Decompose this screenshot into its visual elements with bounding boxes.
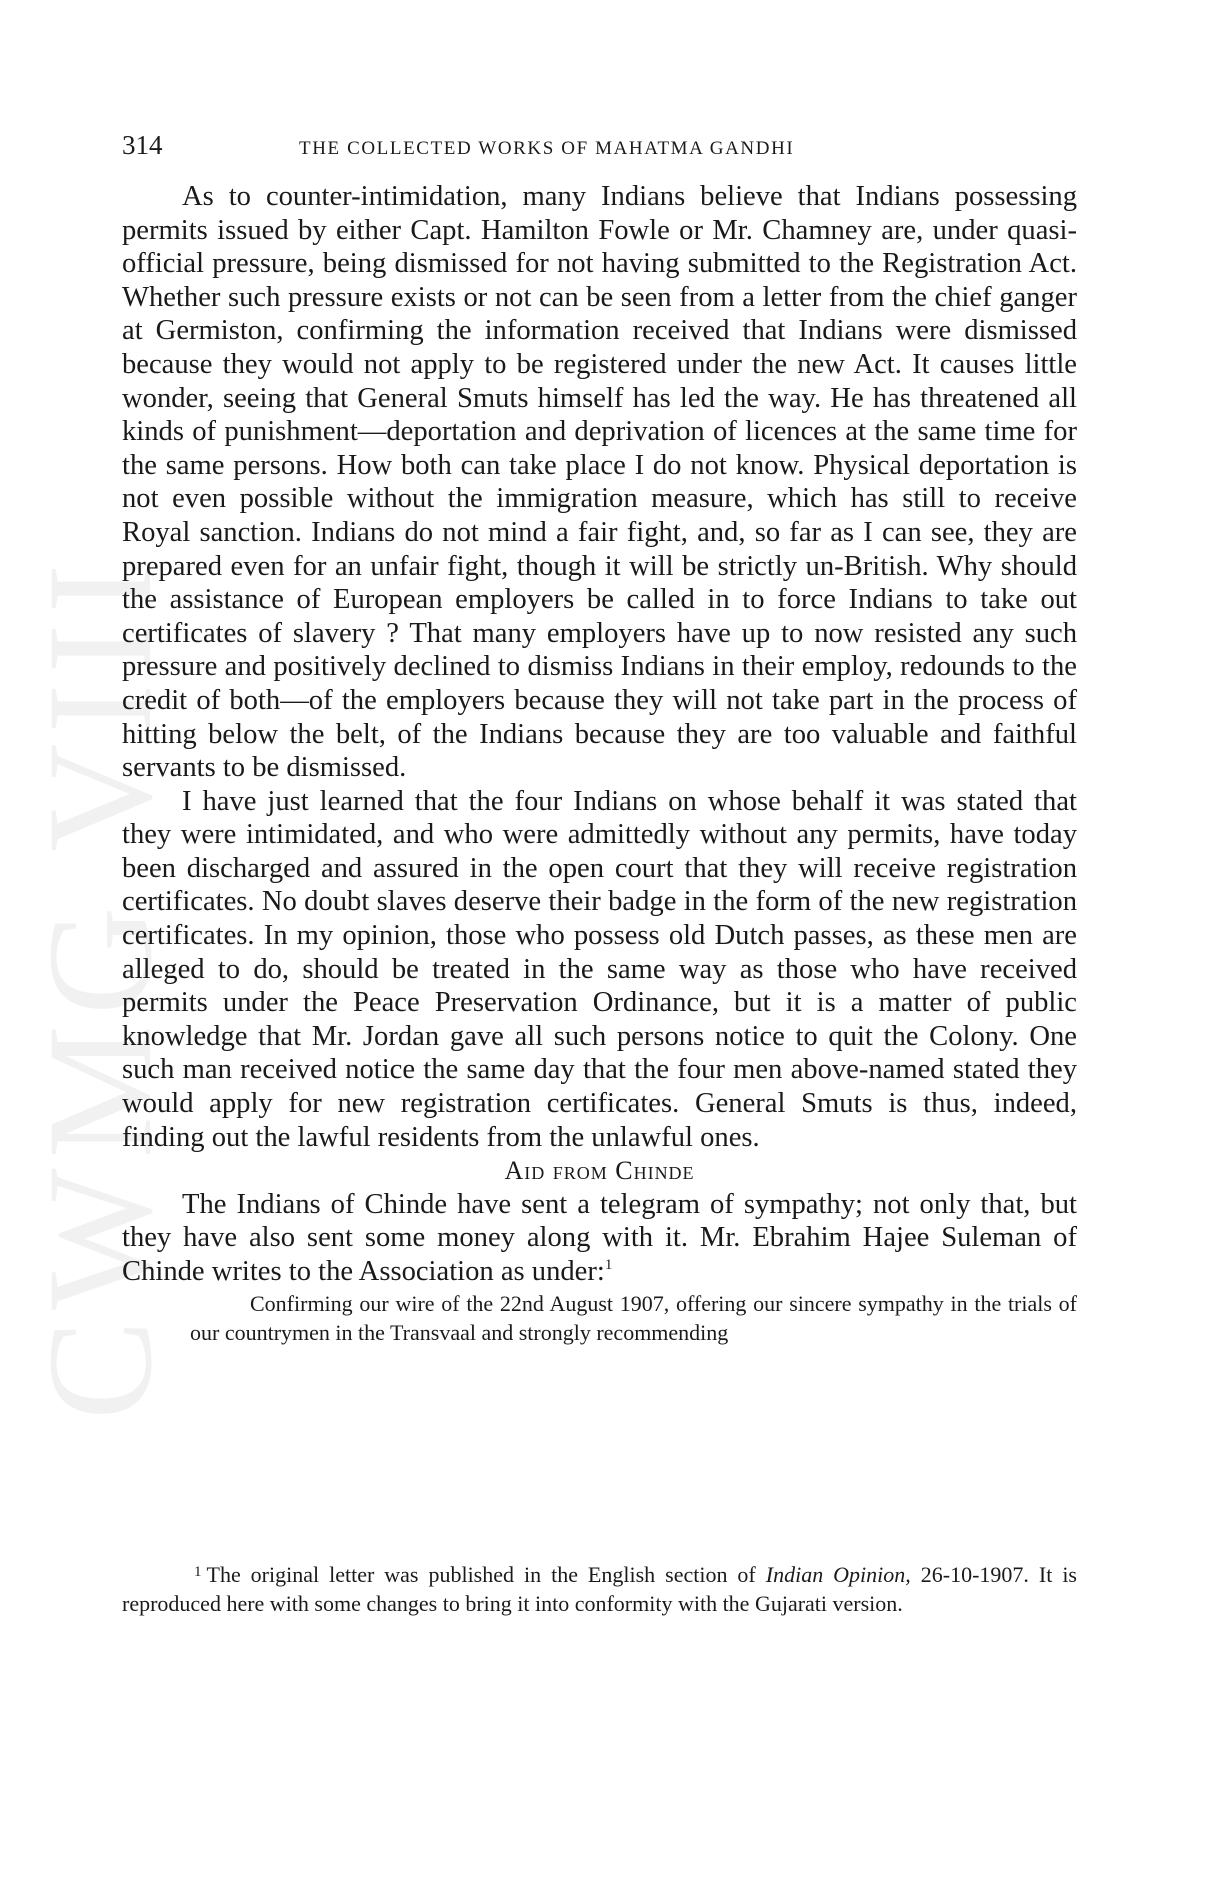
paragraph-chinde-text: The Indians of Chinde have sent a telegram of sympathy; not only that, but they have also sent some money along with it. Mr. Ebrahim Hajee Suleman of Chinde writes to the Association as under: <box>122 1188 1077 1287</box>
paragraph-chinde <box>122 1188 1077 1289</box>
block-quote: Confirming our wire of the 22nd August 1907, offering our sincere sympathy in the trials of our countrymen in the Transvaal and strongly recommending <box>190 1290 1077 1345</box>
running-head: THE COLLECTED WORKS OF MAHATMA GANDHI <box>299 138 795 159</box>
paragraph-four-indians: I have just learned that the four Indians on whose behalf it was stated that they were intimidated, and who were admittedly without any permits, have today been discharged and assured in the open court that they will receive registration certificates. No doubt slaves deserve their badge in the form of the new registration certificates. In my opinion, those who possess old Dutch passes, as these men are alleged to do, should be treated in the same way as those who have received permits under the Peace Preservation Ordinance, but it is a matter of public knowledge that Mr. Jordan gave all such persons notice to quit the Colony. One such man received notice the same day that the four men above-named stated they would apply for new registration certificates. General Smuts is thus, indeed, finding out the lawful residents from the unlawful ones. <box>122 785 1077 1153</box>
watermark-text: CWMG VIII <box>17 553 183 1420</box>
footnote <box>122 1558 1077 1618</box>
page-number: 314 <box>122 130 163 160</box>
footnote-publication: Indian Opinion, <box>765 1562 911 1587</box>
page-header <box>122 130 1077 170</box>
body-text <box>122 180 1077 1347</box>
footnote-text-before: The original letter was published in the English section of <box>206 1562 756 1587</box>
footnote-number: 1 <box>194 1564 202 1580</box>
paragraph-counter-intimidation: As to counter-intimidation, many Indians believe that Indians possessing permits issued by either Capt. Hamilton Fowle or Mr. Chamney are, under quasi-official pressure, being dismissed for not having submitted to the Registration Act. Whether such pressure exists or not can be seen from a letter from the chief ganger at Germiston, confirming the information received that Indians were dismissed because they would not apply to be registered under the new Act. It causes little wonder, seeing that General Smuts himself has led the way. He has threatened all kinds of punishment—deportation and deprivation of licences at the same time for the same persons. How both can take place I do not know. Physical deportation is not even possible without the immigration measure, which has still to receive Royal sanction. Indians do not mind a fair fight, and, so far as I can see, they are prepared even for an unfair fight, though it will be strictly un-British. Why should the assistance of European employers be called in to force Indians to take out certificates of slavery ? That many employers have up to now resisted any such pressure and positively declined to dismiss Indians in their employ, redounds to the credit of both—of the employers because they will not take part in the process of hitting below the belt, of the Indians because they are too valuable and faithful servants to be dismissed. <box>122 181 1077 784</box>
section-heading: Aid from Chinde <box>504 1156 695 1186</box>
footnote-text-after: 26-10-1907. It is reproduced here with some changes to bring it into conformity with the Gujarati version. <box>122 1562 1077 1616</box>
footnote-reference: 1 <box>604 1257 613 1273</box>
